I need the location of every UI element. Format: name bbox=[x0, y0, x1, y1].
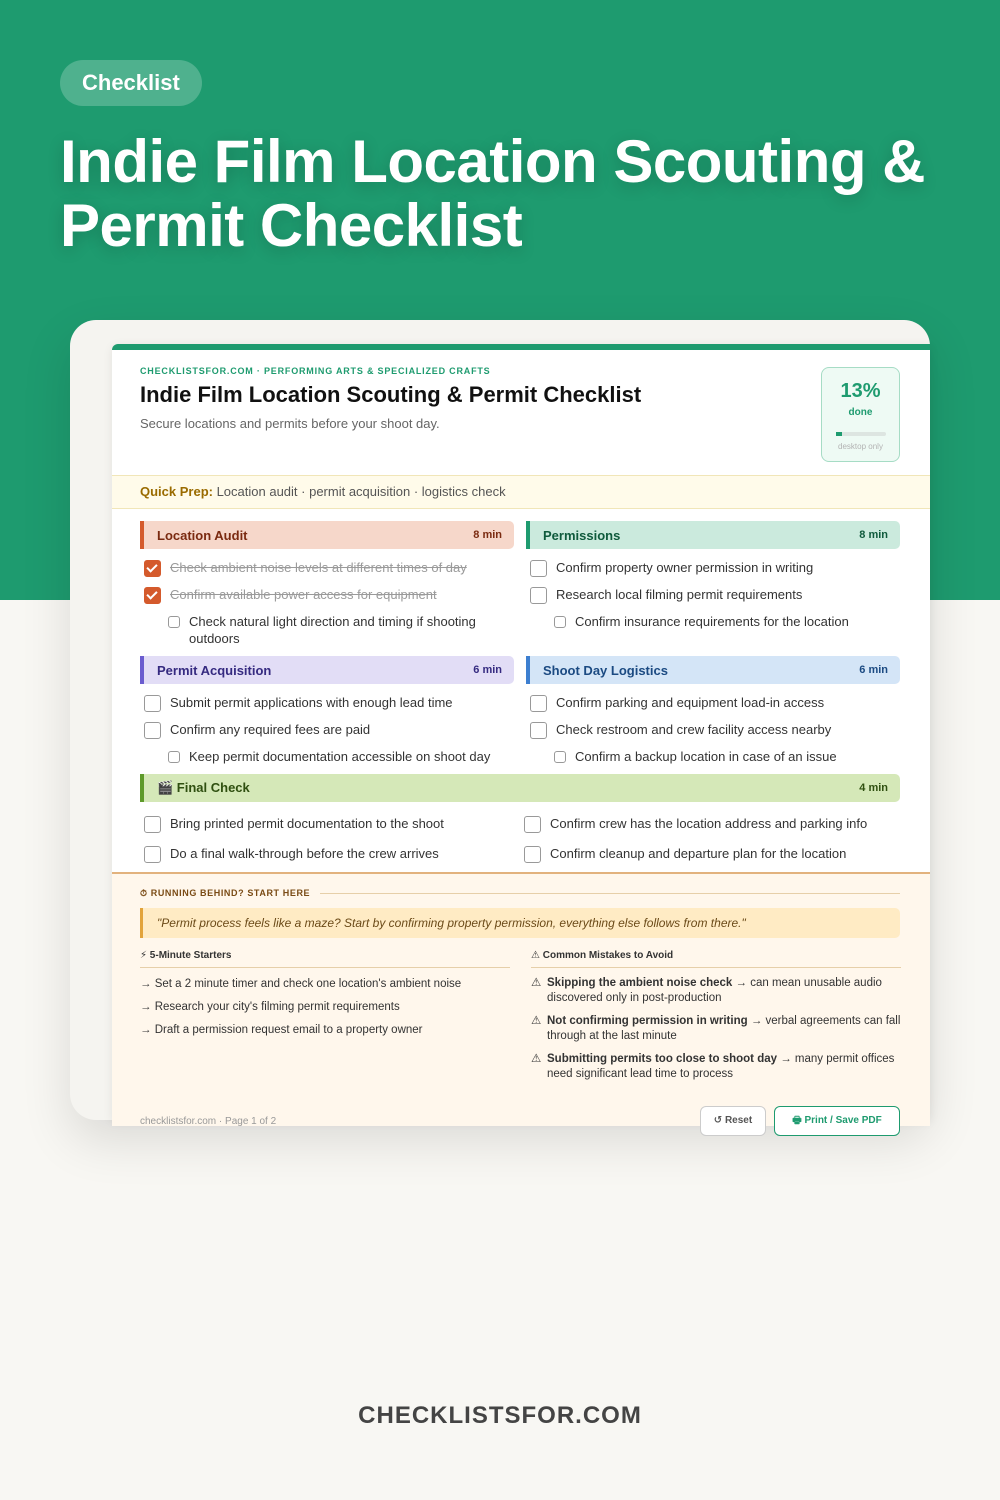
checklist-item[interactable] bbox=[526, 694, 900, 711]
checkbox[interactable] bbox=[530, 722, 547, 739]
checkbox-checked[interactable] bbox=[144, 560, 161, 577]
item-text: Confirm crew has the location address and parking info bbox=[550, 816, 868, 831]
section-time: 8 min bbox=[473, 529, 502, 541]
item-text: Confirm a backup location in case of an issue bbox=[575, 749, 837, 764]
checklist-subitem[interactable] bbox=[140, 613, 514, 647]
checkbox[interactable] bbox=[524, 816, 541, 833]
section-title: Permit Acquisition bbox=[157, 662, 272, 678]
checkbox[interactable] bbox=[144, 722, 161, 739]
section-title: Location Audit bbox=[157, 527, 248, 543]
checklist-item[interactable] bbox=[140, 721, 514, 738]
item-text: Submit permit applications with enough lead time bbox=[170, 695, 453, 710]
checkbox[interactable] bbox=[144, 846, 161, 863]
starters-title: ⚡ 5-Minute Starters bbox=[140, 950, 510, 968]
section-shoot-day-logistics bbox=[526, 656, 900, 765]
starters-column bbox=[140, 950, 510, 1037]
checklist-item[interactable] bbox=[140, 815, 520, 832]
section-header bbox=[140, 521, 514, 549]
starter-item: → Draft a permission request email to a property owner bbox=[140, 1024, 423, 1036]
checkbox[interactable] bbox=[144, 816, 161, 833]
checkbox[interactable] bbox=[168, 616, 180, 628]
mistake-title: Not confirming permission in writing bbox=[547, 1015, 748, 1027]
item-text: Research local filming permit requirements bbox=[556, 587, 803, 602]
mistakes-title: ⚠ Common Mistakes to Avoid bbox=[531, 950, 901, 968]
section-header bbox=[526, 521, 900, 549]
mistake-item bbox=[531, 976, 901, 1006]
section-header bbox=[526, 656, 900, 684]
section-permit-acquisition bbox=[140, 656, 514, 765]
item-text: Do a final walk-through before the crew arrives bbox=[170, 846, 439, 861]
checkbox[interactable] bbox=[530, 587, 547, 604]
mistake-consequence: → verbal agreements can fall through at the last minute bbox=[547, 1015, 901, 1042]
section-time: 8 min bbox=[859, 529, 888, 541]
item-text: Confirm insurance requirements for the location bbox=[575, 614, 849, 629]
mistake-item bbox=[531, 1014, 901, 1044]
section-time: 6 min bbox=[859, 664, 888, 676]
section-time: 4 min bbox=[859, 782, 888, 794]
warning-icon: ⚠ bbox=[531, 1015, 542, 1027]
page-footer-text: checklistsfor.com · Page 1 of 2 bbox=[140, 1116, 277, 1127]
section-header bbox=[140, 656, 514, 684]
item-text: Confirm cleanup and departure plan for the location bbox=[550, 846, 847, 861]
progress-bar bbox=[836, 432, 886, 436]
running-behind-panel bbox=[112, 872, 930, 1126]
section-location-audit bbox=[140, 521, 514, 647]
final-check-header bbox=[140, 774, 900, 802]
item-text: Confirm parking and equipment load-in access bbox=[556, 695, 825, 710]
mistake-title: Submitting permits too close to shoot day bbox=[547, 1053, 778, 1065]
checklist-item[interactable] bbox=[140, 694, 514, 711]
progress-percent: 13% bbox=[840, 380, 881, 402]
final-check-section bbox=[140, 774, 900, 862]
checkbox[interactable] bbox=[554, 751, 566, 763]
site-category-line: CHECKLISTSFOR.COM · PERFORMING ARTS & SPECIALIZED CRAFTS bbox=[140, 366, 491, 376]
brand-footer: CHECKLISTSFOR.COM bbox=[358, 1402, 642, 1429]
item-text: Confirm available power access for equipment bbox=[170, 587, 437, 602]
checkbox[interactable] bbox=[554, 616, 566, 628]
mistake-item bbox=[531, 1052, 901, 1082]
starter-item: → Set a 2 minute timer and check one location's ambient noise bbox=[140, 978, 462, 990]
item-text: Check natural light direction and timing if shooting outdoors bbox=[189, 614, 476, 646]
hero-title: Indie Film Location Scouting & Permit Checklist bbox=[60, 128, 925, 259]
item-text: Check ambient noise levels at different times of day bbox=[170, 560, 467, 575]
checklist-subitem[interactable] bbox=[526, 748, 900, 765]
preview-frame bbox=[70, 320, 930, 1127]
checklist-item[interactable] bbox=[140, 845, 520, 862]
checklist-item[interactable] bbox=[526, 721, 900, 738]
document-subtitle: Secure locations and permits before your shoot day. bbox=[140, 416, 440, 431]
running-behind-title: ⏱ RUNNING BEHIND? START HERE bbox=[140, 888, 900, 899]
progress-label: done bbox=[848, 407, 873, 418]
section-title: Shoot Day Logistics bbox=[543, 662, 668, 678]
progress-widget bbox=[821, 367, 900, 462]
document-header bbox=[140, 366, 780, 431]
tip-quote: "Permit process feels like a maze? Start by confirming property permission, everything else follows from there." bbox=[140, 908, 900, 938]
checkbox[interactable] bbox=[168, 751, 180, 763]
item-text: Confirm any required fees are paid bbox=[170, 722, 371, 737]
section-permissions bbox=[526, 521, 900, 630]
mistake-consequence: → can mean unusable audio discovered only in post-production bbox=[547, 977, 882, 1004]
checkbox[interactable] bbox=[524, 846, 541, 863]
section-time: 6 min bbox=[473, 664, 502, 676]
checklist-document bbox=[112, 344, 930, 1127]
checklist-item[interactable] bbox=[526, 586, 900, 603]
checkbox[interactable] bbox=[530, 560, 547, 577]
mistake-title: Skipping the ambient noise check bbox=[547, 977, 733, 989]
checklist-item[interactable] bbox=[520, 815, 900, 832]
mistakes-column bbox=[531, 950, 901, 1082]
item-text: Confirm property owner permission in writing bbox=[556, 560, 814, 575]
checkbox[interactable] bbox=[144, 695, 161, 712]
checklist-subitem[interactable] bbox=[526, 613, 900, 630]
checkbox[interactable] bbox=[530, 695, 547, 712]
mistake-consequence: → many permit offices need significant lead time to process bbox=[547, 1053, 895, 1080]
warning-icon: ⚠ bbox=[531, 977, 542, 989]
item-text: Check restroom and crew facility access nearby bbox=[556, 722, 832, 737]
progress-note: desktop only bbox=[838, 442, 883, 451]
item-text: Keep permit documentation accessible on shoot day bbox=[189, 749, 491, 764]
checkbox-checked[interactable] bbox=[144, 587, 161, 604]
quick-prep-label: Quick Prep: bbox=[140, 484, 213, 499]
reset-button[interactable]: ↺ Reset bbox=[700, 1106, 766, 1136]
checklist-item[interactable] bbox=[140, 559, 514, 576]
category-badge: Checklist bbox=[60, 60, 202, 106]
print-pdf-button[interactable]: 🖶 Print / Save PDF bbox=[774, 1106, 900, 1136]
section-title: Permissions bbox=[543, 527, 621, 543]
quick-prep-text: Location audit · permit acquisition · logistics check bbox=[212, 484, 506, 499]
starter-item: → Research your city's filming permit requirements bbox=[140, 1001, 400, 1013]
section-title: 🎬 Final Check bbox=[157, 780, 250, 795]
item-text: Bring printed permit documentation to the shoot bbox=[170, 816, 444, 831]
checklist-subitem[interactable] bbox=[140, 748, 514, 765]
checklist-item[interactable] bbox=[526, 559, 900, 576]
warning-icon: ⚠ bbox=[531, 1053, 542, 1065]
quick-prep-bar bbox=[112, 475, 930, 509]
document-title: Indie Film Location Scouting & Permit Checklist bbox=[140, 382, 642, 407]
progress-bar-fill bbox=[836, 432, 843, 436]
checklist-item[interactable] bbox=[140, 586, 514, 603]
checklist-item[interactable] bbox=[520, 845, 900, 862]
